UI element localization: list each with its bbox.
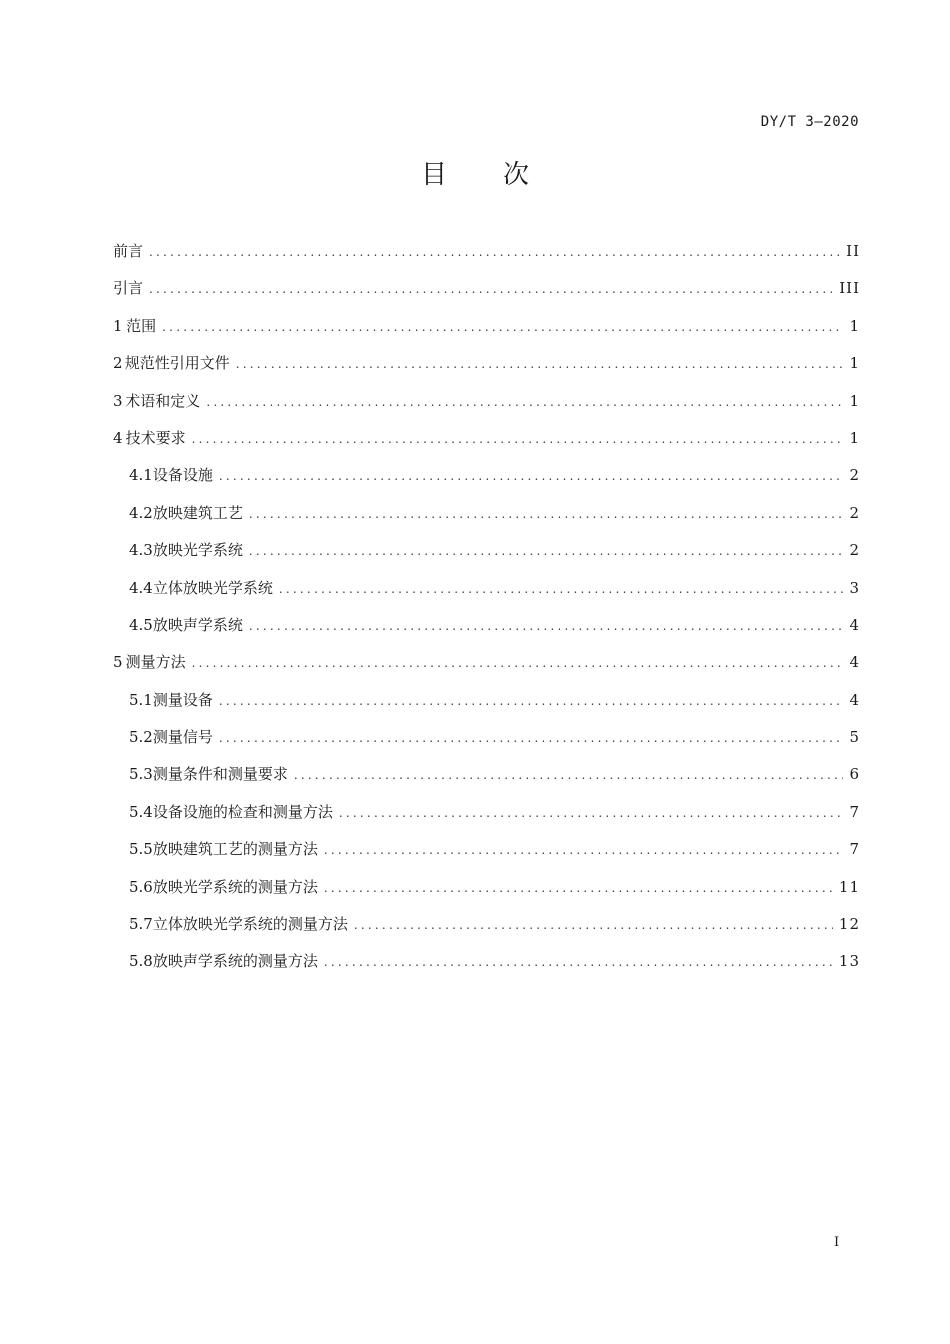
toc-entry-number: 5.6	[129, 877, 153, 896]
toc-dot-leader	[324, 955, 833, 969]
toc-entry[interactable]	[113, 838, 860, 875]
toc-entry[interactable]	[113, 651, 860, 688]
page-title-char-1: 目	[420, 160, 447, 190]
toc-entry[interactable]	[113, 390, 860, 427]
toc-entry-number: 4	[113, 428, 123, 447]
toc-entry-label: 立体放映光学系统	[152, 578, 273, 597]
toc-entry[interactable]	[113, 464, 860, 501]
toc-entry-page: 6	[849, 765, 860, 784]
toc-dot-leader	[149, 245, 840, 259]
toc-entry-label: 范围	[126, 316, 157, 335]
toc-entry-number: 4.4	[129, 578, 153, 597]
toc-entry-number: 4.3	[129, 541, 153, 560]
toc-entry-number: 5.8	[129, 952, 153, 971]
toc-entry-number: 1	[113, 316, 123, 335]
page-title	[0, 154, 950, 191]
toc-entry-label: 设备设施的检查和测量方法	[152, 802, 333, 821]
toc-entry-page: 4	[849, 615, 860, 634]
toc-entry-number: 4.2	[129, 503, 153, 522]
toc-entry-number: 4.1	[129, 466, 153, 485]
toc-entry-label: 前言	[113, 242, 144, 260]
toc-dot-leader	[162, 320, 843, 334]
toc-entry[interactable]	[113, 614, 860, 651]
toc-entry-label: 规范性引用文件	[124, 354, 230, 373]
toc-entry-page: 12	[838, 915, 860, 934]
toc-entry-label: 术语和定义	[125, 391, 201, 410]
toc-dot-leader	[149, 282, 833, 296]
toc-entry-page: 11	[838, 877, 860, 896]
toc-entry-page: 1	[849, 354, 860, 373]
toc-dot-leader	[236, 357, 844, 371]
toc-entry-label: 引言	[113, 279, 144, 298]
toc-entry[interactable]	[113, 315, 860, 352]
toc-entry[interactable]	[113, 427, 860, 464]
toc-entry-label: 立体放映光学系统的测量方法	[152, 915, 348, 934]
toc-entry-page: 2	[849, 541, 860, 560]
toc-dot-leader	[219, 694, 844, 708]
toc-entry-label: 设备设施	[152, 466, 213, 485]
document-code: DY/T 3—2020	[760, 114, 859, 130]
toc-entry-page: III	[839, 279, 860, 298]
toc-dot-leader	[249, 544, 844, 558]
toc-dot-leader	[249, 507, 844, 521]
toc-entry[interactable]	[113, 801, 860, 838]
toc-entry-label: 放映光学系统	[152, 541, 243, 560]
toc-dot-leader	[324, 881, 833, 895]
page-title-char-2: 次	[503, 160, 530, 190]
toc-entry-page: 1	[849, 316, 860, 335]
toc-entry-page: 4	[849, 653, 860, 672]
toc-dot-leader	[206, 395, 843, 409]
toc-entry-label: 测量信号	[152, 728, 213, 747]
toc-dot-leader	[192, 656, 844, 670]
toc-dot-leader	[279, 582, 844, 596]
toc-entry-number: 3	[113, 391, 123, 410]
toc-entry[interactable]	[113, 277, 860, 314]
toc-entry-page: 13	[838, 952, 860, 971]
toc-entry[interactable]	[113, 689, 860, 726]
toc-entry-label: 放映建筑工艺	[152, 503, 243, 522]
toc-entry-label: 放映光学系统的测量方法	[152, 877, 318, 896]
toc-entry-label: 测量设备	[152, 690, 213, 709]
toc-entry[interactable]	[113, 240, 860, 277]
toc-dot-leader	[354, 918, 833, 932]
toc-entry-number: 5	[113, 653, 123, 672]
toc-entry-number: 5.1	[129, 690, 153, 709]
toc-entry-page: 2	[849, 503, 860, 522]
toc-entry-number: 5.7	[129, 915, 153, 934]
toc-entry-number: 5.4	[129, 802, 153, 821]
table-of-contents	[113, 240, 860, 988]
toc-entry-page: 2	[849, 466, 860, 485]
toc-entry[interactable]	[113, 950, 860, 987]
toc-entry-page: 1	[849, 391, 860, 410]
toc-dot-leader	[294, 768, 844, 782]
toc-dot-leader	[219, 469, 844, 483]
toc-entry[interactable]	[113, 577, 860, 614]
toc-entry-page: 7	[849, 840, 860, 859]
toc-entry-page: 4	[849, 690, 860, 709]
page-number: I	[834, 1235, 840, 1250]
toc-entry-label: 测量条件和测量要求	[152, 765, 288, 784]
toc-dot-leader	[339, 806, 844, 820]
toc-entry-page: 7	[849, 802, 860, 821]
toc-entry-page: 1	[849, 428, 860, 447]
toc-entry[interactable]	[113, 539, 860, 576]
toc-entry-page: II	[846, 242, 860, 260]
toc-dot-leader	[249, 619, 844, 633]
toc-entry[interactable]	[113, 913, 860, 950]
toc-entry[interactable]	[113, 763, 860, 800]
toc-entry[interactable]	[113, 876, 860, 913]
toc-entry-page: 3	[849, 578, 860, 597]
toc-entry-number: 5.5	[129, 840, 153, 859]
toc-entry-number: 2	[113, 354, 123, 373]
toc-entry-number: 4.5	[129, 615, 153, 634]
toc-entry-number: 5.3	[129, 765, 153, 784]
toc-entry-label: 放映声学系统的测量方法	[152, 952, 318, 971]
toc-entry[interactable]	[113, 502, 860, 539]
toc-entry[interactable]	[113, 352, 860, 389]
toc-dot-leader	[219, 731, 844, 745]
toc-entry-label: 测量方法	[125, 653, 186, 672]
toc-entry-number: 5.2	[129, 728, 153, 747]
toc-entry-label: 技术要求	[125, 428, 186, 447]
toc-entry-page: 5	[849, 728, 860, 747]
toc-entry-label: 放映声学系统	[152, 615, 243, 634]
toc-dot-leader	[324, 843, 844, 857]
toc-dot-leader	[192, 432, 844, 446]
toc-entry-label: 放映建筑工艺的测量方法	[152, 840, 318, 859]
toc-entry[interactable]	[113, 726, 860, 763]
